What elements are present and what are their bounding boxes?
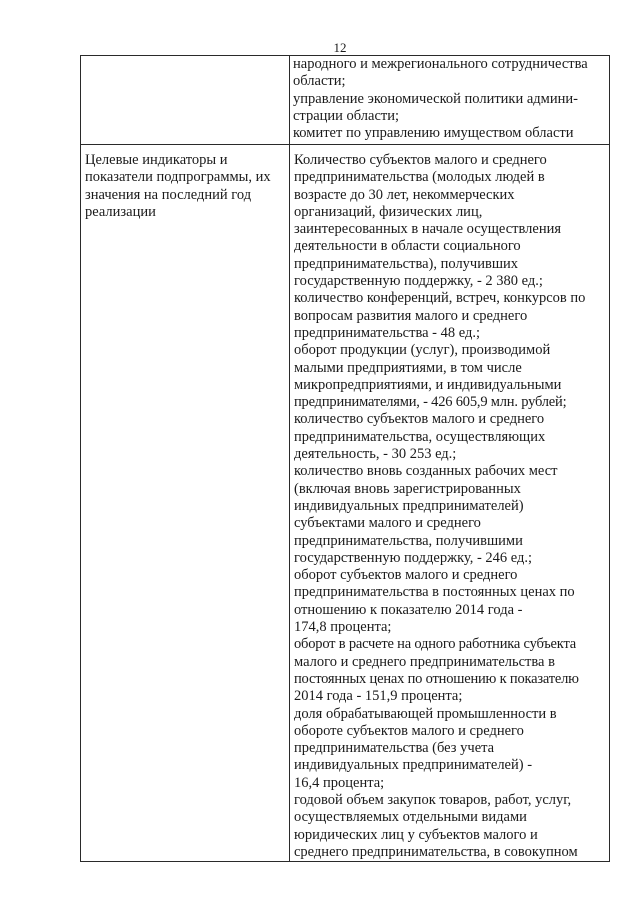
text-line: предпринимательства (молодых людей в [294,169,545,186]
text-line: Количество субъектов малого и среднего [294,152,547,168]
text-line: предпринимательства (без учета [294,740,495,757]
text-line: предпринимателями, - 426 605,9 млн. рублей; [294,394,567,411]
text-line: малыми предприятиями, в том числе [294,359,522,376]
text-line: годовой объем закупок товаров, работ, услуг, [294,791,572,808]
text-line: показатели подпрограммы, их [85,169,271,186]
text-line: предпринимательства в постоянных ценах по [294,584,575,601]
text-line: народного и межрегионального сотрудничества [293,56,588,72]
text-line: деятельности в области социального [294,238,521,255]
text-line: области; [293,73,346,90]
text-line: реализации [85,203,156,220]
text-line: юридических лиц у субъектов малого и [294,826,538,843]
text-line: оборот субъектов малого и среднего [294,567,518,584]
text-line: предпринимательства - 48 ед.; [294,324,481,341]
row-value-cell [290,145,610,862]
text-line: 174,8 процента; [294,619,392,636]
text-line: доля обрабатывающей промышленности в [294,705,557,722]
text-line: организаций, физических лиц, [294,203,483,220]
row-label-cell [81,56,290,145]
text-line: Целевые индикаторы и [85,152,228,168]
text-line: количество конференций, встреч, конкурсов по [294,290,586,307]
text-line: 16,4 процента; [294,774,385,791]
text-line: постоянных ценах по отношению к показателю [294,670,579,687]
text-line: количество вновь созданных рабочих мест [294,463,558,480]
text-line: среднего предпринимательства, в совокупном [294,843,578,860]
row-label-cell [81,145,290,862]
text-line: малого и среднего предпринимательства в [294,653,555,670]
page-number: 12 [333,40,347,55]
text-line: индивидуальных предпринимателей) [294,497,524,514]
text-line: осуществляемых отдельными видами [294,809,527,826]
text-line: 2014 года - 151,9 процента; [294,688,463,705]
text-line: государственную поддержку, - 246 ед.; [294,549,533,566]
text-line: заинтересованных в начале осуществления [294,221,562,238]
text-line: страции области; [293,107,400,124]
text-line: возрасте до 30 лет, некоммерческих [294,186,515,203]
text-line: отношению к показателю 2014 года - [294,601,523,618]
row-value-cell [290,56,610,145]
text-line: предпринимательства, осуществляющих [294,428,546,445]
text-line: предпринимательства), получивших [294,255,518,272]
text-line: оборот продукции (услуг), производимой [294,342,551,359]
text-line: индивидуальных предпринимателей) - [294,757,533,774]
text-line: вопросам развития малого и среднего [294,307,528,324]
table-row-target-indicators [81,145,610,862]
text-line: комитет по управлению имуществом области [293,125,574,142]
program-passport-table [80,55,610,862]
text-line: деятельность, - 30 253 ед.; [294,446,457,463]
text-line: предпринимательства, получившими [294,532,523,549]
table-row-executors [81,56,610,145]
text-line: обороте субъектов малого и среднего [294,722,524,739]
text-line: управление экономической политики админи- [293,90,578,107]
text-line: (включая вновь зарегистрированных [294,480,521,497]
text-line: оборот в расчете на одного работника субъекта [294,636,576,653]
text-line: субъектами малого и среднего [294,515,481,532]
text-line: количество субъектов малого и среднего [294,411,545,428]
text-line: значения на последний год [85,186,252,203]
text-line: микропредприятиями, и индивидуальными [294,376,562,393]
text-line: государственную поддержку, - 2 380 ед.; [294,273,543,290]
